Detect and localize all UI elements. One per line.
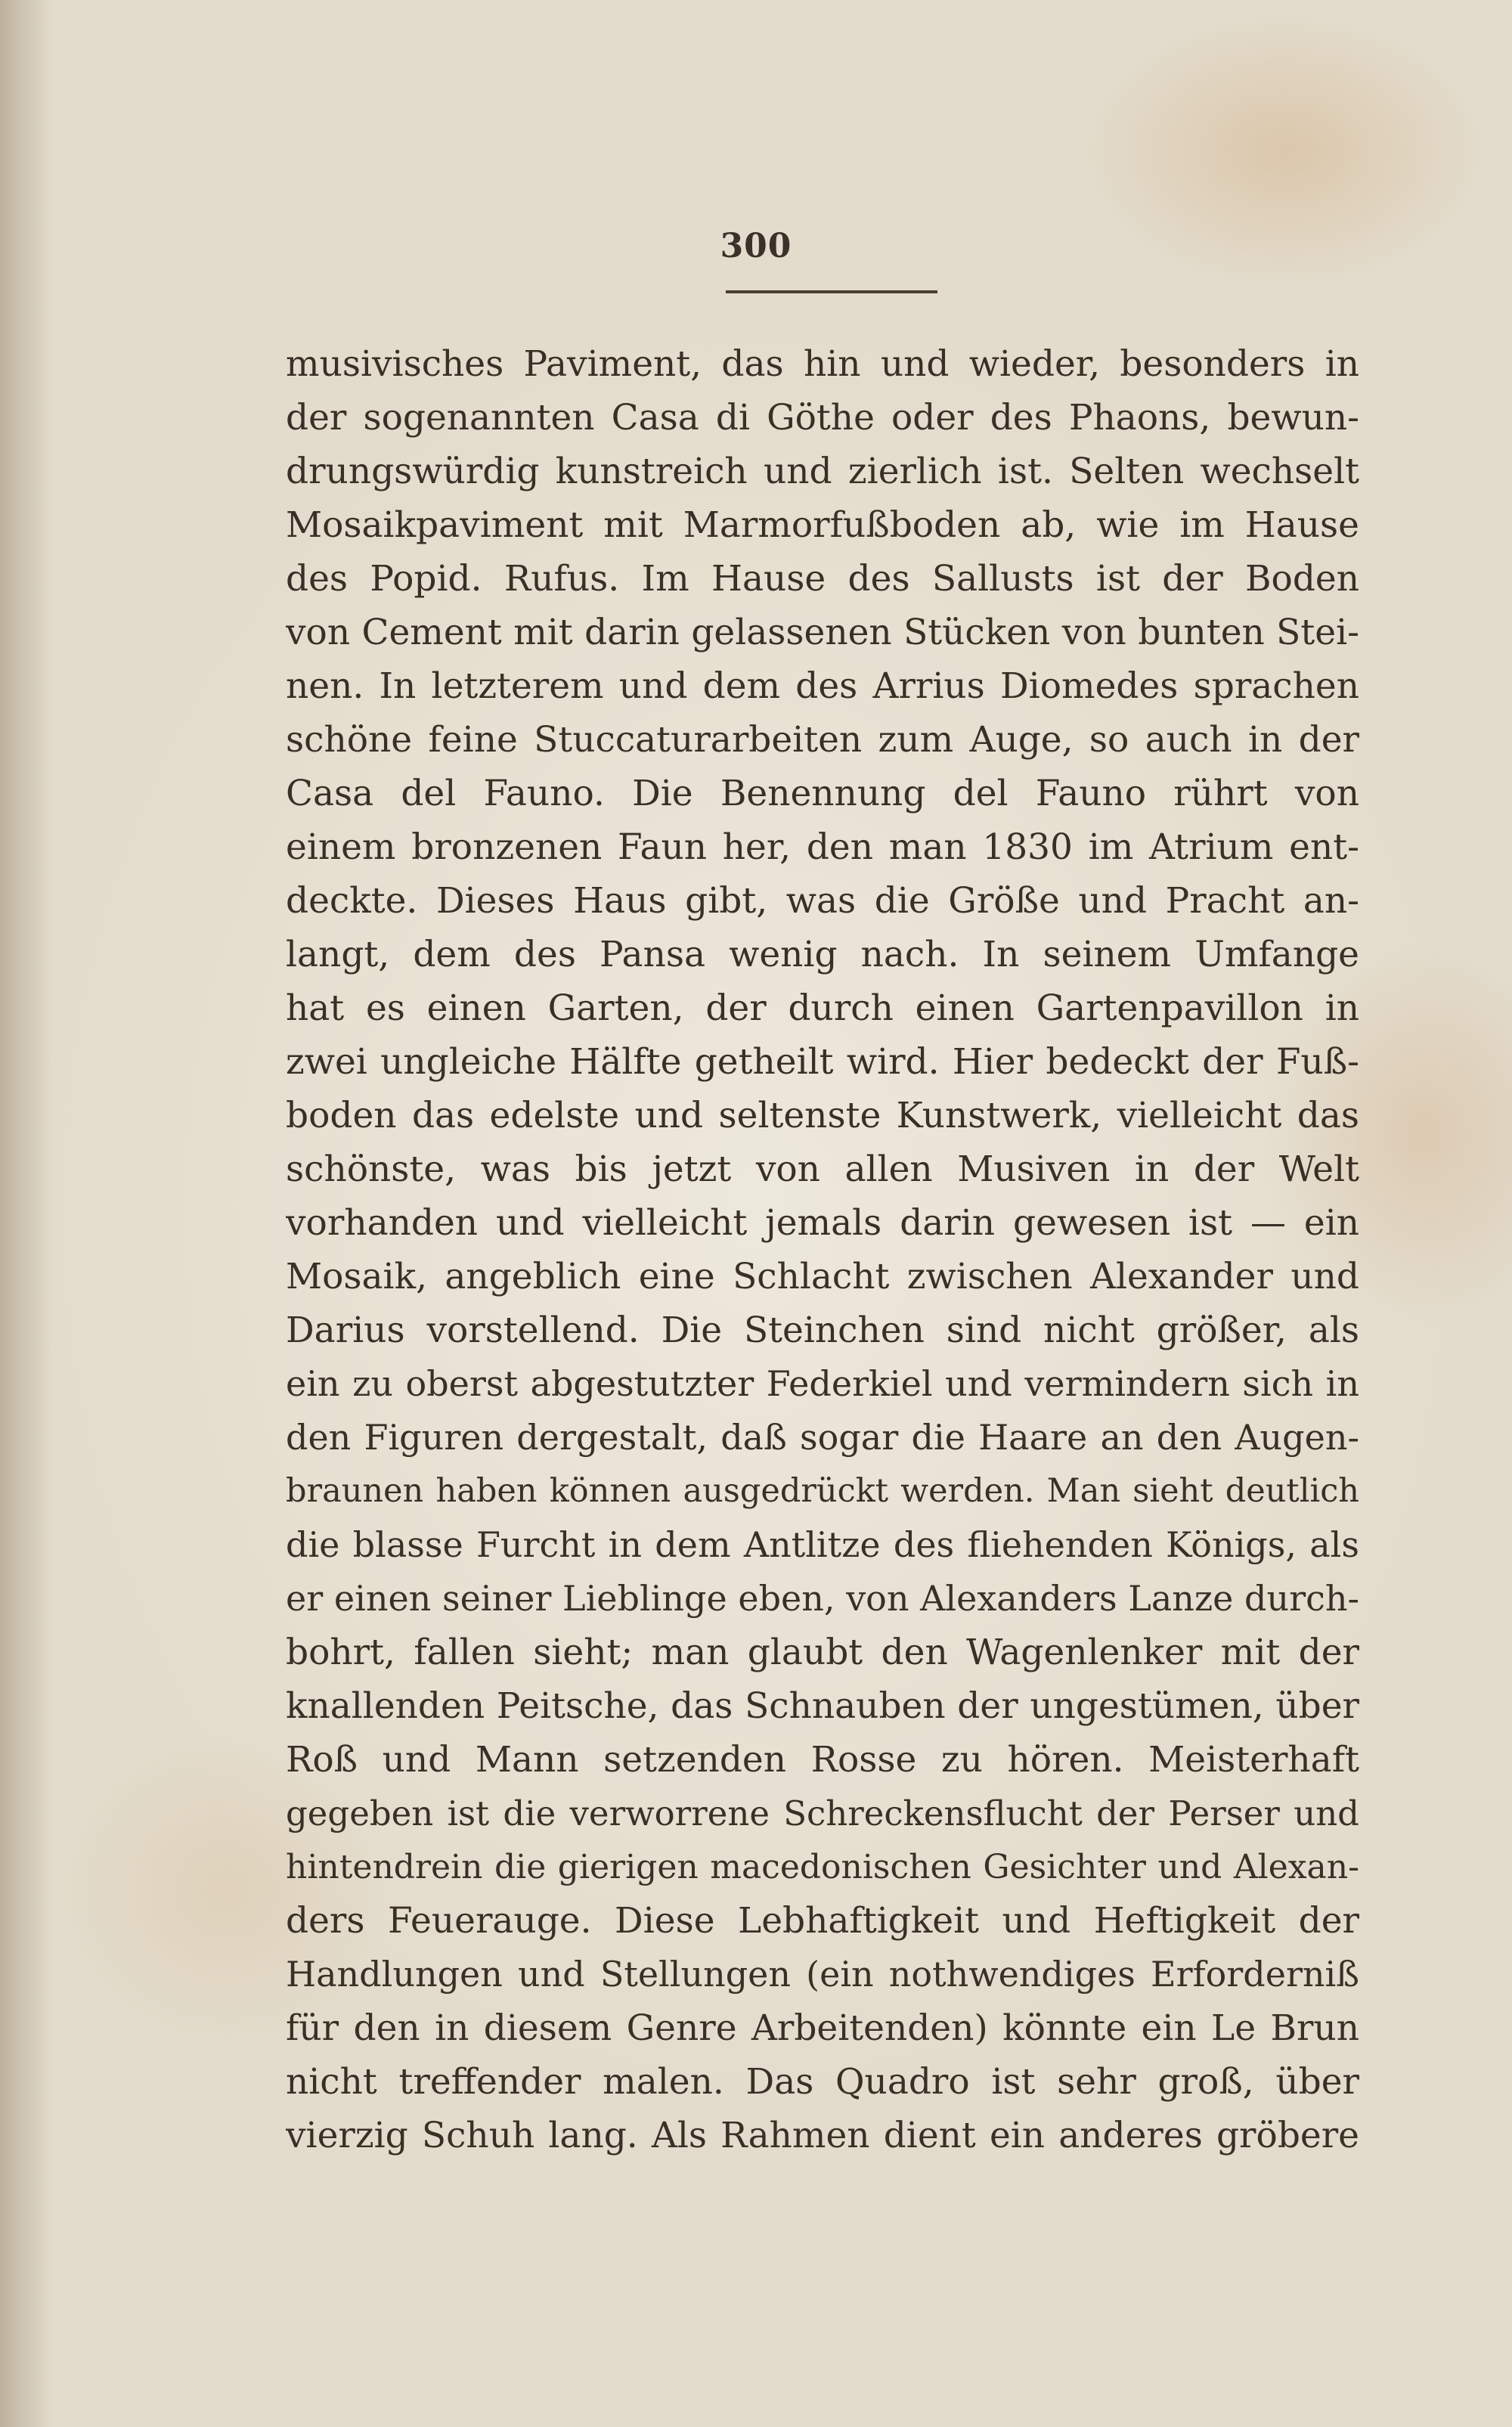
text-line: gegeben ist die verworrene Schreckensflucht der Perser und xyxy=(286,1793,1359,1833)
text-line: ein zu oberst abgestutzter Federkiel und vermindern sich in xyxy=(286,1363,1359,1404)
text-line: Roß und Mann setzenden Rosse zu hören. Meisterhaft xyxy=(286,1739,1359,1781)
header-rule xyxy=(726,290,937,293)
text-line: die blasse Furcht in dem Antlitze des fliehenden Königs, als xyxy=(286,1524,1359,1565)
text-line: musivisches Paviment, das hin und wieder, besonders in xyxy=(286,343,1359,385)
text-line: bohrt, fallen sieht; man glaubt den Wagenlenker mit der xyxy=(286,1632,1359,1673)
text-line: einem bronzenen Faun her, den man 1830 im Atrium ent- xyxy=(286,826,1359,868)
text-line: schönste, was bis jetzt von allen Musiven in der Welt xyxy=(286,1148,1359,1190)
text-line: zwei ungleiche Hälfte getheilt wird. Hier bedeckt der Fuß- xyxy=(286,1041,1359,1083)
text-line: braunen haben können ausgedrückt werden. Man sieht deutlich xyxy=(286,1472,1359,1510)
text-line: nen. In letzterem und dem des Arrius Diomedes sprachen xyxy=(286,665,1359,707)
text-line: ders Feuerauge. Diese Lebhaftigkeit und Heftigkeit der xyxy=(286,1900,1359,1942)
text-line: boden das edelste und seltenste Kunstwerk, vielleicht das xyxy=(286,1095,1359,1136)
text-line: den Figuren dergestalt, daß sogar die Haare an den Augen- xyxy=(286,1417,1359,1458)
text-line: Handlungen und Stellungen (ein nothwendiges Erforderniß xyxy=(286,1954,1359,1995)
body-text xyxy=(286,337,1359,2162)
text-line: knallenden Peitsche, das Schnauben der ungestümen, über xyxy=(286,1685,1359,1727)
text-line: des Popid. Rufus. Im Hause des Sallusts ist der Boden xyxy=(286,558,1359,600)
text-line: vorhanden und vielleicht jemals darin gewesen ist — ein xyxy=(286,1202,1359,1244)
text-line: hat es einen Garten, der durch einen Gartenpavillon in xyxy=(286,987,1359,1029)
text-line: vierzig Schuh lang. Als Rahmen dient ein anderes gröbere xyxy=(286,2115,1359,2156)
text-line: Mosaikpaviment mit Marmorfußboden ab, wie im Hause xyxy=(286,504,1359,546)
text-line: deckte. Dieses Haus gibt, was die Größe und Pracht an- xyxy=(286,880,1359,922)
text-line: schöne feine Stuccaturarbeiten zum Auge, so auch in der xyxy=(286,719,1359,761)
text-line: er einen seiner Lieblinge eben, von Alexanders Lanze durch- xyxy=(286,1578,1359,1619)
text-line: hintendrein die gierigen macedonischen Gesichter und Alexan- xyxy=(286,1848,1359,1886)
text-line: der sogenannten Casa di Göthe oder des Phaons, bewun- xyxy=(286,397,1359,439)
text-line: langt, dem des Pansa wenig nach. In seinem Umfange xyxy=(286,934,1359,975)
running-head xyxy=(0,227,1512,265)
text-line: von Cement mit darin gelassenen Stücken von bunten Stei- xyxy=(286,612,1359,653)
spine-shadow xyxy=(0,0,53,2427)
text-line: nicht treffender malen. Das Quadro ist sehr groß, über xyxy=(286,2061,1359,2103)
text-line: drungswürdig kunstreich und zierlich ist. Selten wechselt xyxy=(286,451,1359,492)
text-line: Casa del Fauno. Die Benennung del Fauno rührt von xyxy=(286,773,1359,814)
text-line: für den in diesem Genre Arbeitenden) könnte ein Le Brun xyxy=(286,2007,1359,2049)
text-line: Mosaik, angeblich eine Schlacht zwischen Alexander und xyxy=(286,1256,1359,1297)
text-line: Darius vorstellend. Die Steinchen sind nicht größer, als xyxy=(286,1310,1359,1351)
page-number: 300 xyxy=(720,227,792,265)
